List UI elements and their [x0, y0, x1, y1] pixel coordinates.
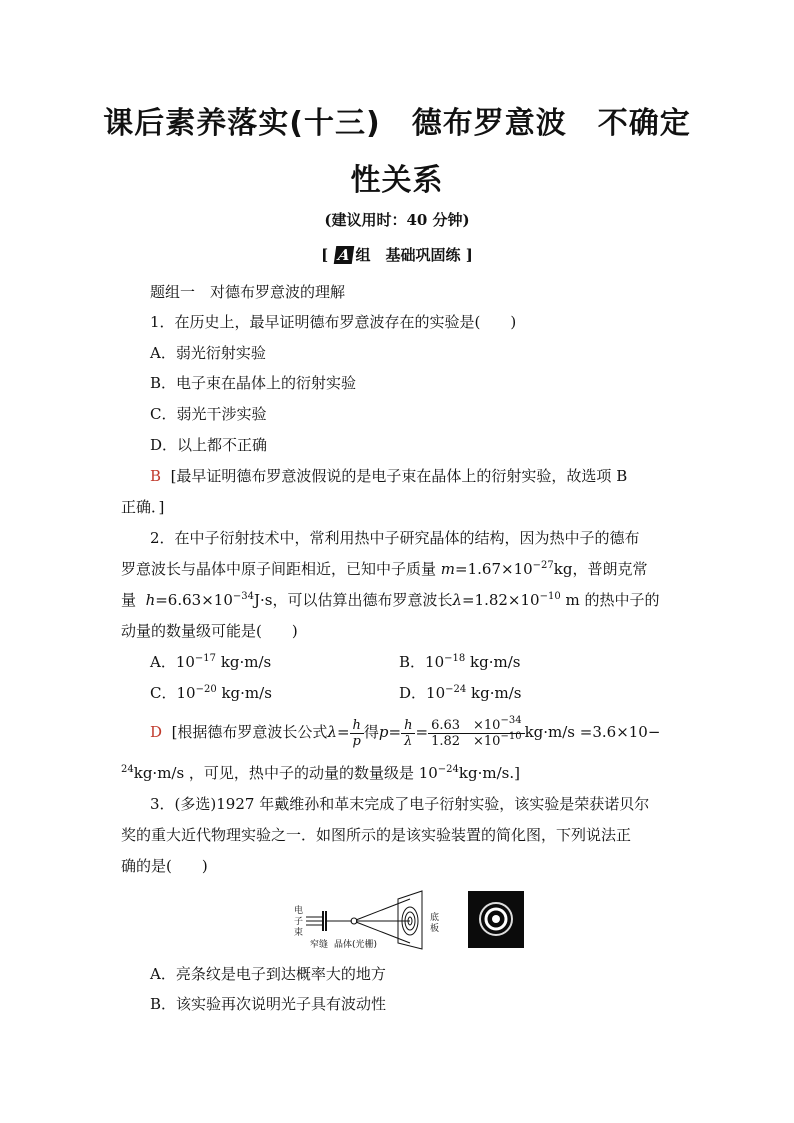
- q2-option-c: [150, 683, 272, 703]
- q2-stem-line3: [121, 590, 659, 610]
- center-spot: [492, 915, 500, 923]
- q2-text: m 的热中子的: [565, 591, 660, 609]
- diffraction-apparatus-figure: [290, 885, 450, 955]
- q3-stem-line3: 确的是( ): [121, 857, 208, 875]
- beam-label-char: 子: [294, 917, 304, 927]
- formula-fraction: [350, 718, 364, 749]
- screen-label-char: 板: [430, 924, 440, 934]
- diffraction-rings-image: [468, 891, 524, 948]
- fraction-denominator: λ: [404, 733, 413, 749]
- bracket-close: ]: [465, 246, 473, 264]
- fraction-denominator: [428, 730, 525, 749]
- q1-explanation: [150, 466, 627, 486]
- option-exp: −17: [194, 653, 217, 664]
- q2-mass-exp: −27: [532, 560, 554, 571]
- q2-expl-lambda: λ: [327, 723, 337, 741]
- numerator-value: 6.63 ×10: [431, 717, 501, 733]
- q2-planck-value: =6.63×10: [155, 591, 233, 609]
- slit-label: 窄缝: [310, 940, 329, 950]
- q3-stem-line2: 奖的重大近代物理实验之一．如图所示的是该实验装置的简化图，下列说法正: [121, 826, 632, 844]
- fraction-numerator: h: [350, 718, 364, 734]
- q2-expl-eq: =: [336, 723, 350, 741]
- option-exp: −24: [445, 684, 467, 695]
- fraction-denominator: p: [352, 733, 361, 749]
- q2-option-a: [150, 652, 271, 672]
- option-unit: kg·m/s: [221, 684, 272, 702]
- option-exp: −20: [195, 684, 217, 695]
- option-label: D．10: [399, 684, 446, 702]
- diffraction-pattern-photo: [468, 891, 524, 948]
- group-header-text: 组 基础巩固练: [355, 246, 461, 264]
- option-unit: kg·m/s: [471, 684, 522, 702]
- beam-label-char: 电: [294, 906, 304, 916]
- q1-explanation-text: [最早证明德布罗意波假说的是电子束在晶体上的衍射实验，故选项 B: [170, 467, 628, 485]
- q2-symbol-lambda: λ: [452, 591, 462, 609]
- q1-answer: B: [150, 467, 162, 485]
- q2-text: 罗意波长与晶体中原子间距相近，已知中子质量: [121, 560, 437, 578]
- q2-answer: D: [150, 723, 163, 741]
- q2-stem-line2: [121, 559, 647, 579]
- option-label: A．10: [150, 653, 195, 671]
- q2-expl-p: p: [378, 723, 389, 741]
- option-exp: −18: [444, 653, 466, 664]
- q2-option-d: [399, 683, 521, 703]
- group-header: [0, 245, 794, 265]
- q2-expl-exp: 24: [121, 764, 134, 775]
- q2-explanation: [150, 714, 660, 750]
- q2-option-b: [399, 652, 520, 672]
- q2-explanation-cont: [121, 763, 520, 783]
- q2-stem-line1: 2．在中子衍射技术中，常利用热中子研究晶体的结构，因为热中子的德布: [150, 529, 640, 547]
- q1-option-a: A．弱光衍射实验: [150, 344, 266, 362]
- page-title-line1: 课后素养落实(十三) 德布罗意波 不确定: [103, 106, 691, 141]
- q2-text: J·s，可以估算出德布罗意波长: [253, 591, 453, 609]
- denominator-value: 1.82 ×10: [431, 733, 501, 749]
- denominator-exp: −10: [500, 730, 522, 742]
- topic-heading: 题组一 对德布罗意波的理解: [150, 283, 346, 301]
- q1-explanation-cont: 正确．]: [121, 498, 165, 516]
- q1-option-d: D．以上都不正确: [150, 436, 268, 454]
- q2-expl-eq: =: [388, 723, 402, 741]
- group-letter-badge: A: [334, 246, 355, 264]
- q2-lambda-exp: −10: [539, 591, 561, 602]
- option-unit: kg·m/s: [220, 653, 272, 671]
- q2-expl-text: kg·m/s.]: [458, 764, 520, 782]
- option-label: B．10: [399, 653, 445, 671]
- bracket-open: [: [321, 246, 329, 264]
- q3-option-a: A．亮条纹是电子到达概率大的地方: [150, 965, 386, 983]
- screen-label-char: 底: [430, 913, 440, 923]
- q2-symbol-m: m: [440, 560, 456, 578]
- time-note: (建议用时：40 分钟): [324, 211, 470, 229]
- q2-expl-eq: =: [415, 723, 429, 741]
- numerator-exp: −34: [500, 714, 522, 726]
- q2-text: kg，普朗克常: [553, 560, 648, 578]
- formula-fraction-numeric: [428, 714, 525, 749]
- formula-fraction: [401, 718, 415, 749]
- q2-symbol-h: h: [145, 591, 156, 609]
- q2-lambda-value: =1.82×10: [461, 591, 540, 609]
- q3-stem-line1: 3．(多选)1927 年戴维孙和革末完成了电子衍射实验，该实验是荣获诺贝尔: [150, 795, 650, 813]
- q1-option-c: C．弱光干涉实验: [150, 405, 267, 423]
- q1-option-b: B．电子束在晶体上的衍射实验: [150, 374, 357, 392]
- q2-mass-value: =1.67×10: [455, 560, 533, 578]
- beam-label-char: 束: [294, 928, 304, 938]
- q2-text: 量: [121, 591, 137, 609]
- option-label: C．10: [150, 684, 196, 702]
- q1-stem: 1．在历史上，最早证明德布罗意波存在的实验是( ): [150, 313, 517, 331]
- q2-stem-line4: 动量的数量级可能是( ): [121, 622, 298, 640]
- q2-expl-exp: −24: [437, 764, 459, 775]
- q2-expl-text: kg·m/s ，可见，热中子的动量的数量级是 10: [133, 764, 438, 782]
- q2-expl-text: [根据德布罗意波长公式: [171, 723, 328, 741]
- crystal-label: 晶体(光栅): [334, 940, 378, 950]
- q2-planck-exp: −34: [232, 591, 254, 602]
- fraction-numerator: h: [401, 718, 415, 734]
- page-title-line2: 性关系: [350, 163, 444, 198]
- q2-expl-text: 得: [363, 723, 379, 741]
- option-unit: kg·m/s: [470, 653, 521, 671]
- q2-expl-result: kg·m/s =3.6×10−: [524, 723, 661, 741]
- q3-option-b: B．该实验再次说明光子具有波动性: [150, 995, 387, 1013]
